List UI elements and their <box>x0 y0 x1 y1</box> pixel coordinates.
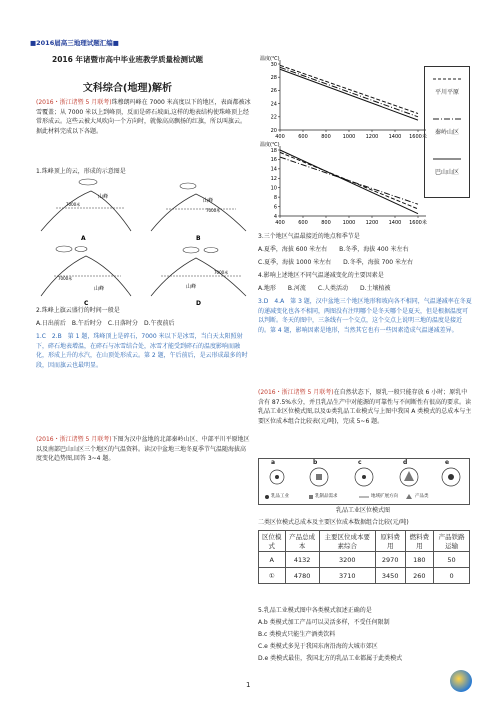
y-tick-label: 22 <box>270 114 277 121</box>
map-zone-b <box>310 468 328 486</box>
q56-text: 在自然状态下，原乳一般只能存放 6 小时；原乳中含有 87.5%水分，并且乳品生产中对能源的可靠性与不间断性有很高的要求。读乳品工业区位模式图,以及①类乳品工业模式与上图中我国 A 类模式的总成本与主要区位成本组合比较表(元/吨)，完成 5~6 题。 <box>258 389 472 425</box>
q12-source: (2016・浙江诸暨 5 月联考) <box>36 99 112 106</box>
legend-bashan: 巴山山区 <box>434 169 459 176</box>
map-legend-products: 产品类 <box>415 494 429 499</box>
q5-option-a: A.b 类模式加工产品可以灵活多样，不受任何限制 <box>258 619 390 626</box>
peak-label-d: 山峰 <box>186 284 197 290</box>
table-cell: 4132 <box>285 552 319 568</box>
x-tick-label: 1400 <box>388 220 402 226</box>
series-line <box>280 65 418 113</box>
map-label-a: a <box>271 459 276 466</box>
table-cell: A <box>259 552 286 568</box>
map-zone-c <box>355 468 373 486</box>
table-row <box>259 568 470 584</box>
diagram-a <box>41 179 131 242</box>
y-tick-label: 4 <box>273 213 277 220</box>
series-line <box>280 152 418 209</box>
y-tick-label: 24 <box>270 101 277 108</box>
table-header-cell: 产品铁路运输 <box>434 531 470 552</box>
diagram-d <box>151 247 246 306</box>
y-tick-label: 30 <box>270 61 277 68</box>
table-header-cell: 主要区位成本要素综合 <box>319 531 375 552</box>
diagram-b <box>151 183 246 242</box>
q56-intro <box>258 388 473 426</box>
exam-title: 2016 年诸暨市高中毕业班教学质量检测试题 <box>52 55 203 64</box>
series-line <box>280 67 418 117</box>
x-tick-label: 1400 <box>388 134 402 140</box>
dairy-location-map <box>258 458 470 505</box>
legend-pingchuan: 平川平原 <box>434 89 459 96</box>
q5-option-d: D.e 类模式最佳，我国北方的乳品工业都属于此类模式 <box>258 655 403 662</box>
q5-option-c: C.e 类模式多见于我国东南沿海的大城市郊区 <box>258 643 378 650</box>
x-tick-label: 1600米 <box>409 134 427 140</box>
series-line <box>280 69 418 120</box>
table-cell: 2970 <box>375 552 405 568</box>
peak-label-c: 山峰 <box>94 286 105 292</box>
q34-text: 下图为汉中盆地的北部秦岭山区、中部平川平原地区以及南部巴山山区三个地区的气温资料。读汉中盆地三地冬夏季节气温随海拔高度变化趋势图,回答 3~4 题。 <box>36 436 250 463</box>
q3-option-ab: A.夏季，海拔 600 米左右 B.冬季，海拔 400 米左右 <box>258 246 409 253</box>
table-title: 二类区位模式总成本及主要区位成本数据组合比较(元/吨) <box>258 519 409 526</box>
q34-intro <box>36 435 251 464</box>
logo-badge-icon <box>450 670 472 692</box>
map-legend-demand: 乳制品需求 <box>315 494 338 499</box>
table-row <box>259 552 470 568</box>
altitude-label-b: 7000米 <box>206 208 221 213</box>
table-header-cell: 原料费用 <box>375 531 405 552</box>
altitude-label-c: 7000米 <box>58 276 73 281</box>
x-tick-label: 1200 <box>365 220 379 226</box>
q34-answer: 3.D 4.A 第 3 题，汉中盆地三个地区地形和坡向各不相同，气温递减率在冬夏的递减变化也各不相同，两图没有注明哪个是冬天哪个是夏天，但是根据温度可以判断。冬天的图中，三条线有一个交点，这个交点上说明三地的温度是接近的。第 4 题，影响因素是地形，当然其它也有一些因素造成气温递减差异。 <box>258 298 472 334</box>
y-tick-label: 12 <box>270 176 277 183</box>
altitude-label-d: 7000米 <box>214 270 229 275</box>
x-tick-label: 400 <box>275 134 285 140</box>
label-d: D <box>196 300 201 306</box>
q34-source: (2016・浙江诸暨 5 月联考) <box>36 436 112 443</box>
label-c: C <box>84 300 89 306</box>
table-cell: 3200 <box>319 552 375 568</box>
y-tick-label: 18 <box>270 147 277 154</box>
y-axis-title: 温度(℃) <box>260 56 280 62</box>
x-tick-label: 1200 <box>365 134 379 140</box>
map-caption: 乳品工业区位模式图 <box>335 507 390 514</box>
q2-stem: 2.珠峰上旗云盛行的时间一般是 <box>36 307 120 314</box>
y-tick-label: 16 <box>270 157 277 164</box>
table-header-row <box>259 531 470 552</box>
peak-label-b: 山峰 <box>203 198 214 204</box>
q12-answer: 1.C 2.B 第 1 题，珠峰顶上是碎石，7000 米以下是冰雪，当白天太阳照射下，碎石地表增温，在碎石与冰雪结合处，冰雪才能受到碎石的温度影响而融化，形成上升的水汽，在山顶处形成云。第 2 题，午后前后，是云形成最多的时段，因而旗云也最明显。 <box>36 333 248 369</box>
table-cell: 260 <box>405 568 434 584</box>
label-a: A <box>81 235 86 242</box>
x-tick-label: 600 <box>298 134 308 140</box>
x-tick-label: 800 <box>321 220 331 226</box>
y-tick-label: 10 <box>270 185 277 192</box>
legend-qinling: 秦岭山区 <box>434 129 459 136</box>
q56-source: (2016・浙江诸暨 5 月联考) <box>258 389 334 396</box>
map-legend-direction: 地域扩展方向 <box>371 494 398 499</box>
chart-legend <box>424 66 470 198</box>
series-line <box>280 150 418 214</box>
page-number: 1 <box>246 681 251 689</box>
table-cell: 3450 <box>375 568 405 584</box>
table-cell: 180 <box>405 552 434 568</box>
map-legend-industry: 乳品工业 <box>271 494 289 499</box>
peak-label-a: 山峰 <box>98 194 109 200</box>
q5-option-b: B.c 类模式只能生产酒类饮料 <box>258 631 336 638</box>
y-tick-label: 8 <box>273 194 277 201</box>
mountain-diagrams <box>36 176 251 306</box>
table-header-cell: 产品总成本 <box>285 531 319 552</box>
x-tick-label: 1600米 <box>409 220 427 226</box>
cost-table <box>258 530 470 584</box>
label-b: B <box>196 235 201 242</box>
table-cell: 4780 <box>285 568 319 584</box>
q4-stem: 4.影响上述地区不同气温递减变化的主要因素是 <box>258 272 384 279</box>
map-label-e: e <box>445 459 450 466</box>
diagram-c <box>41 246 131 306</box>
q5-stem: 5.乳品工业模式图中各类模式叙述正确的是 <box>258 607 372 614</box>
q4-options: A.地形 B.河流 C.人类活动 D.土壤植被 <box>258 285 391 292</box>
table-header-cell: 区位模式 <box>259 531 286 552</box>
map-zone-a <box>270 470 284 484</box>
section-title: 文科综合(地理)解析 <box>82 83 173 94</box>
table-cell: ① <box>259 568 286 584</box>
x-tick-label: 400 <box>275 220 285 226</box>
y-axis-title: 温度(℃) <box>260 142 280 148</box>
map-zone-e <box>442 468 460 486</box>
q12-text: 珠穆朗玛峰在 7000 米高度以下的地区，表面都被冰雪覆盖；从 7000 米以上到峰顶，反而是碎石坡面,这样的地表结构使珠峰顶上经常形成云。这些云被大风吹向一个方向时，就像高高飘扬的红旗，所以叫旗云。据此材料完成以下各题。 <box>36 99 251 135</box>
table-cell: 0 <box>434 568 470 584</box>
altitude-label-a: 7000米 <box>66 202 81 207</box>
x-tick-label: 1000 <box>342 134 356 140</box>
x-tick-label: 600 <box>298 220 308 226</box>
map-label-b: b <box>313 459 318 466</box>
dairy-map-graphic <box>259 459 469 504</box>
map-label-c: c <box>358 459 362 466</box>
y-tick-label: 6 <box>273 204 277 211</box>
q3-stem: 3.三个地区气温最接近的地点和季节是 <box>258 233 360 240</box>
q1-stem: 1.珠峰顶上的云，形成的示意图是 <box>36 168 126 175</box>
series-header: ■2016届高三地理试题汇编■ <box>30 39 119 47</box>
map-zone-d <box>400 468 418 486</box>
q12-intro <box>36 98 251 136</box>
y-tick-label: 14 <box>270 166 277 173</box>
table-cell: 3710 <box>319 568 375 584</box>
y-tick-label: 20 <box>270 127 277 134</box>
y-tick-label: 28 <box>270 75 277 81</box>
map-label-d: d <box>403 459 408 466</box>
x-tick-label: 800 <box>321 134 331 140</box>
x-tick-label: 1000 <box>342 220 356 226</box>
q2-options: A.日出前后 B.午后时分 C.日落时分 D.午夜前后 <box>36 320 175 327</box>
table-header-cell: 燃料费用 <box>405 531 434 552</box>
y-tick-label: 26 <box>270 88 277 95</box>
q3-option-cd: C.夏季，海拔 1000 米左右 D.冬季，海拔 700 米左右 <box>258 259 413 266</box>
table-cell: 50 <box>434 552 470 568</box>
